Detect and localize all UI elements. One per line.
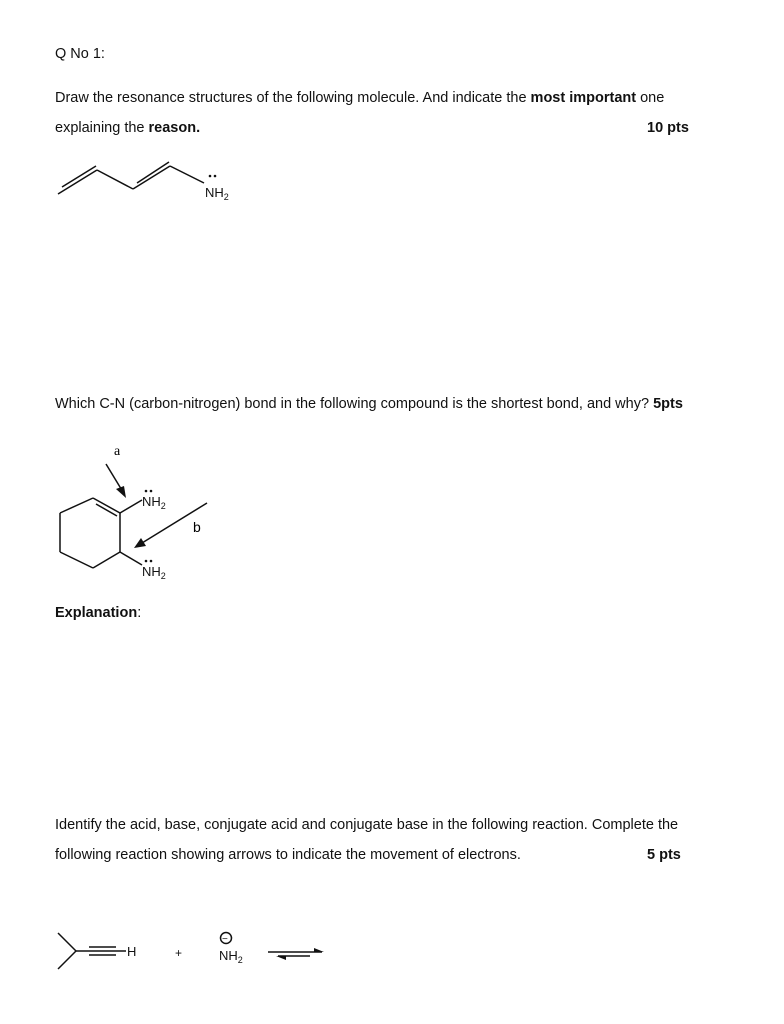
isopropyl-bond-upper — [58, 933, 76, 951]
svg-text:NH2 — [219, 948, 243, 965]
q3-h-label: H — [127, 944, 137, 959]
q2-points: 5pts — [653, 396, 683, 412]
q1-line2-pre: explaining the — [55, 120, 149, 136]
q2-nh-bottom: NH — [142, 564, 161, 579]
q2-nh-top-sub: 2 — [160, 501, 166, 511]
q1-line1-post: one — [636, 90, 665, 106]
q1-title: Q No 1: — [55, 46, 105, 62]
q3-points: 5 pts — [647, 847, 681, 863]
q1-line1-bold: most important — [530, 90, 637, 106]
q1-line2-bold: reason. — [148, 120, 201, 136]
q1-points: 10 pts — [647, 120, 689, 136]
equilibrium-reverse-head — [276, 956, 286, 960]
isopropyl-bond-lower — [58, 951, 76, 969]
q2-explanation-word: Explanation — [55, 605, 138, 621]
q3-nh-label: NH — [219, 948, 238, 963]
equilibrium-forward-head — [314, 948, 324, 952]
q2-label-a: a — [114, 444, 121, 459]
q2-nh-top: NH — [142, 494, 161, 509]
q3-plus: + — [175, 946, 183, 960]
q1-line1-pre: Draw the resonance structures of the following molecule. And indicate the — [55, 90, 531, 106]
q1-nh-label: NH — [205, 185, 224, 200]
q2-label-b: b — [193, 519, 201, 535]
q3-minus-sign: − — [222, 934, 228, 945]
q2-nh-bottom-sub: 2 — [160, 571, 166, 581]
q3-text-line1: Identify the acid, base, conjugate acid and conjugate base in the following reaction. Complete the — [55, 817, 679, 833]
q3-text-line2: following reaction showing arrows to indicate the movement of electrons. — [55, 847, 521, 863]
q2-explanation-colon: : — [137, 605, 142, 621]
q1-nh-sub: 2 — [223, 192, 229, 202]
q3-nh-sub: 2 — [237, 955, 243, 965]
q2-question-text: Which C-N (carbon-nitrogen) bond in the following compound is the shortest bond, and why? — [55, 396, 650, 412]
